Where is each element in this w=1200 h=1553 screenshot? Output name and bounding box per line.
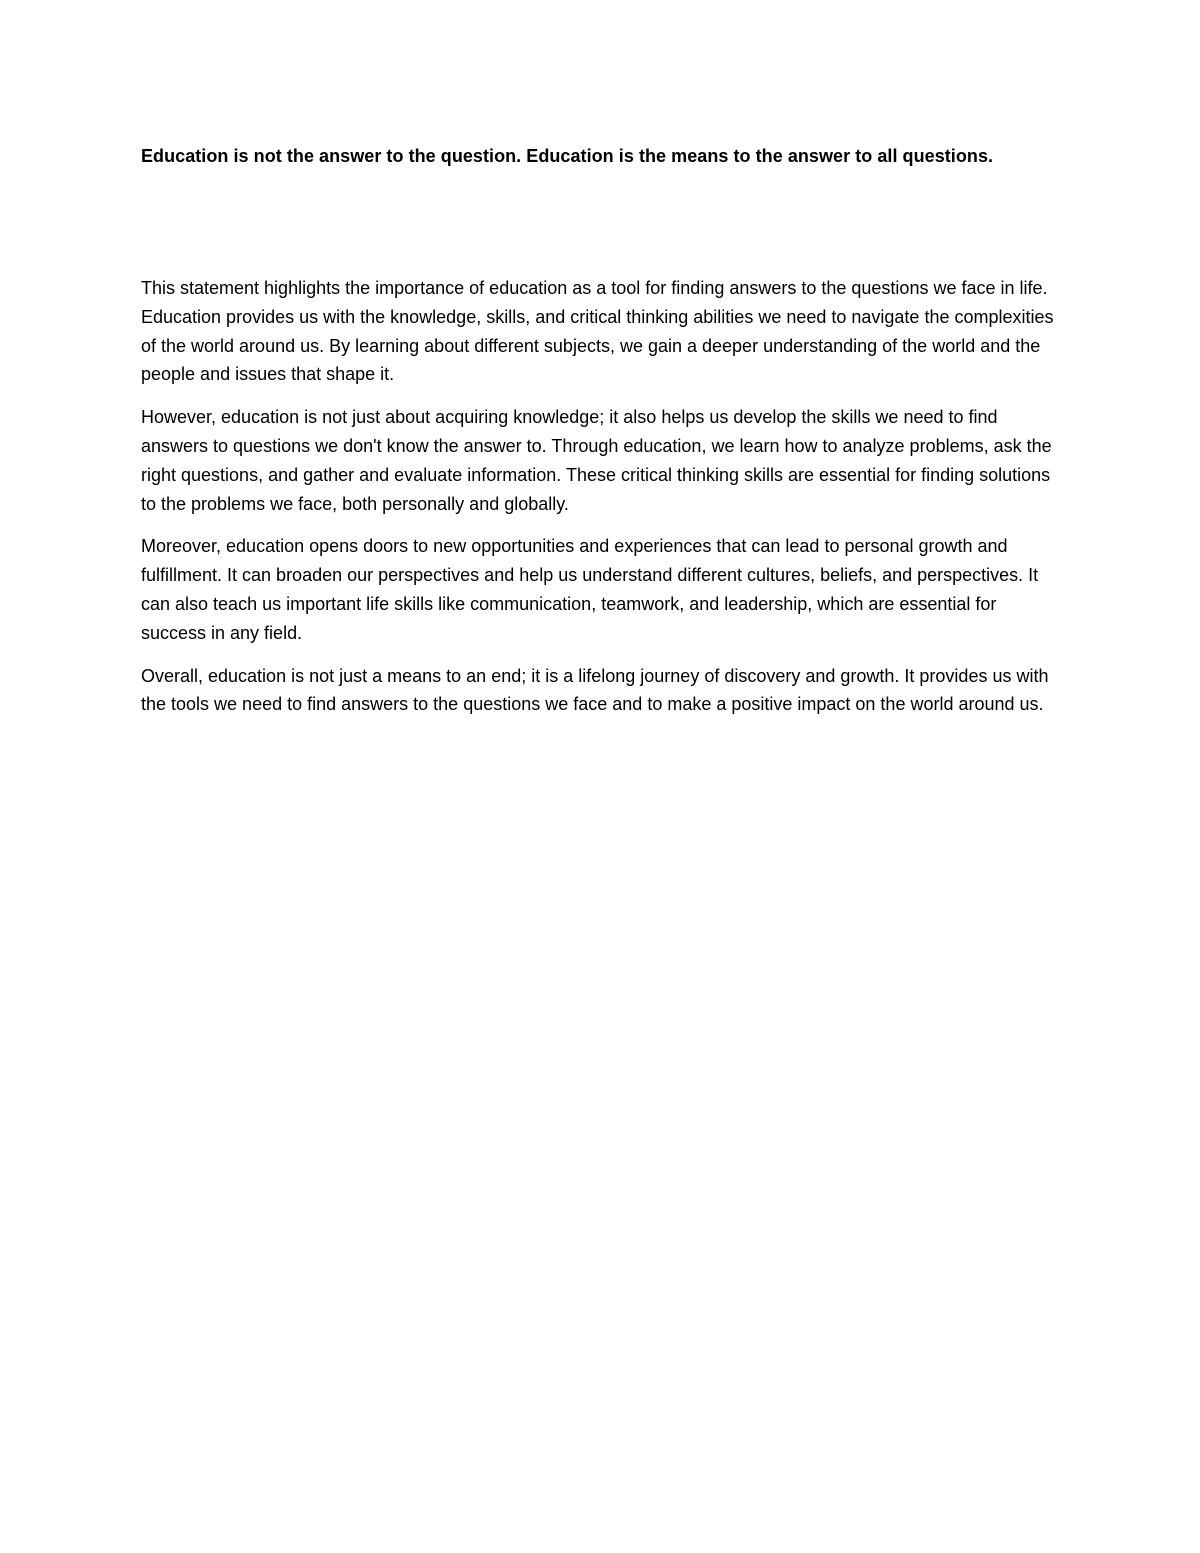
paragraph-2: However, education is not just about acquiring knowledge; it also helps us develop the skills we need to find answers to questions we don't know the answer to. Through education, we learn how to analyze problems, ask the right questions, and gather and evaluate information. These critical thinking skills are essential for finding solutions to the problems we face, both personally and globally. (141, 407, 1052, 514)
document-body (141, 142, 1061, 733)
paragraph-3: Moreover, education opens doors to new opportunities and experiences that can lead to personal growth and fulfillment. It can broaden our perspectives and help us understand different cultures, beliefs, and perspectives. It can also teach us important life skills like communication, teamwork, and leadership, which are essential for success in any field. (141, 536, 1039, 643)
paragraph-4: Overall, education is not just a means to an end; it is a lifelong journey of discovery and growth. It provides us with the tools we need to find answers to the questions we face and to make a positive impact on the world around us. (141, 665, 1049, 715)
paragraph-1: This statement highlights the importance of education as a tool for finding answers to the questions we face in life. Education provides us with the knowledge, skills, and critical thinking abilities we need to navigate the complexities of the world around us. By learning about different subjects, we gain a deeper understanding of the world and the people and issues that shape it. (141, 278, 1054, 385)
document-title: Education is not the answer to the question. Education is the means to the answer to all questions. (141, 146, 994, 166)
paragraph-list (141, 274, 1061, 719)
